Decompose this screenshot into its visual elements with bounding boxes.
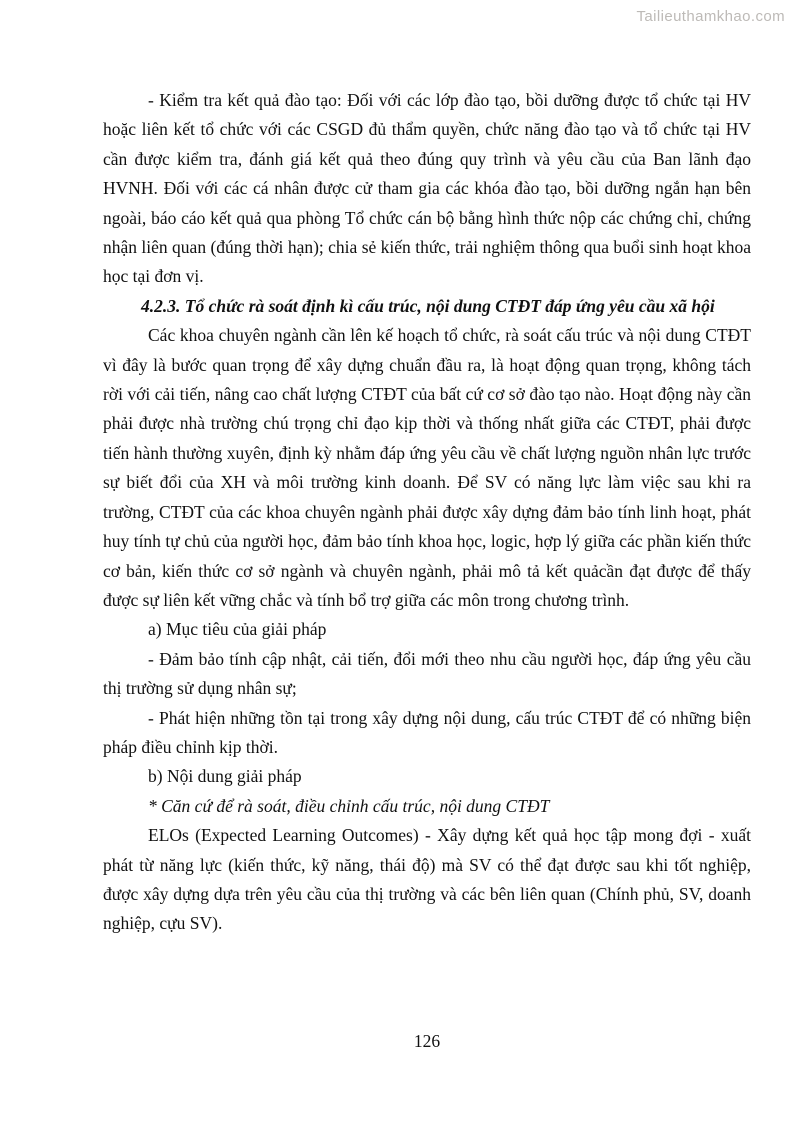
page-body [103, 86, 751, 939]
paragraph-solution-content-label: b) Nội dung giải pháp [148, 766, 302, 787]
paragraph-objective-item-1: - Đảm bảo tính cập nhật, cải tiến, đổi mới theo nhu cầu người học, đáp ứng yêu cầu thị trường sử dụng nhân sự; [103, 648, 751, 699]
paragraph-objective-label: a) Mục tiêu của giải pháp [148, 619, 327, 640]
section-heading-4-2-3: 4.2.3. Tổ chức rà soát định kì cấu trúc, nội dung CTĐT đáp ứng yêu cầu xã hội [141, 295, 715, 316]
paragraph-objective-item-2: - Phát hiện những tồn tại trong xây dựng nội dung, cấu trúc CTĐT để có những biện pháp điều chỉnh kịp thời. [103, 707, 751, 757]
page-number: 126 [413, 1031, 441, 1051]
paragraph-review-basis-subheading: * Căn cứ để rà soát, điều chỉnh cấu trúc, nội dung CTĐT [148, 795, 550, 816]
paragraph-training-result-check: - Kiểm tra kết quả đào tạo: Đối với các lớp đào tạo, bồi dưỡng được tổ chức tại HV hoặc liên kết tổ chức với các CSGD đủ thẩm quyền, chức năng đào tạo và tổ chức tại HV cần được kiểm tra, đánh giá kết quả theo đúng quy trình và yêu cầu của Ban lãnh đạo HVNH. Đối với các cá nhân được cử tham gia các khóa đào tạo, bồi dưỡng ngắn hạn bên ngoài, báo cáo kết quả qua phòng Tổ chức cán bộ bằng hình thức nộp các chứng chỉ, chứng nhận liên quan (đúng thời hạn); chia sẻ kiến thức, trải nghiệm thông qua buổi sinh hoạt khoa học tại đơn vị. [103, 90, 751, 287]
paragraph-elos-definition: ELOs (Expected Learning Outcomes) - Xây dựng kết quả học tập mong đợi - xuất phát từ năng lực (kiến thức, kỹ năng, thái độ) mà SV có thể đạt được sau khi tốt nghiệp, được xây dựng dựa trên yêu cầu của thị trường và các bên liên quan (Chính phủ, SV, doanh nghiệp, cựu SV). [103, 825, 751, 934]
watermark-text: Tailieuthamkhao.com [636, 8, 785, 25]
paragraph-curriculum-review: Các khoa chuyên ngành cần lên kế hoạch tổ chức, rà soát cấu trúc và nội dung CTĐT vì đây là bước quan trọng để xây dựng chuẩn đầu ra, là hoạt động quan trọng, không tách rời với cải tiến, nâng cao chất lượng CTĐT của bất cứ cơ sở đào tạo nào. Hoạt động này cần phải được nhà trường chú trọng chỉ đạo kịp thời và thống nhất giữa các CTĐT, phải được tiến hành thường xuyên, định kỳ nhằm đáp ứng yêu cầu về chất lượng nguồn nhân lực trước sự biết đổi của XH và môi trường kinh doanh. Để SV có năng lực làm việc sau khi ra trường, CTĐT của các khoa chuyên ngành phải được xây dựng đảm bảo tính linh hoạt, phát huy tính tự chủ của người học, đảm bảo tính khoa học, logic, hợp lý giữa các phần kiến thức cơ bản, kiến thức cơ sở ngành và chuyên ngành, phải mô tả kết quảcần đạt được để thấy được sự liên kết vững chắc và tính bổ trợ giữa các môn trong chương trình. [103, 325, 751, 610]
